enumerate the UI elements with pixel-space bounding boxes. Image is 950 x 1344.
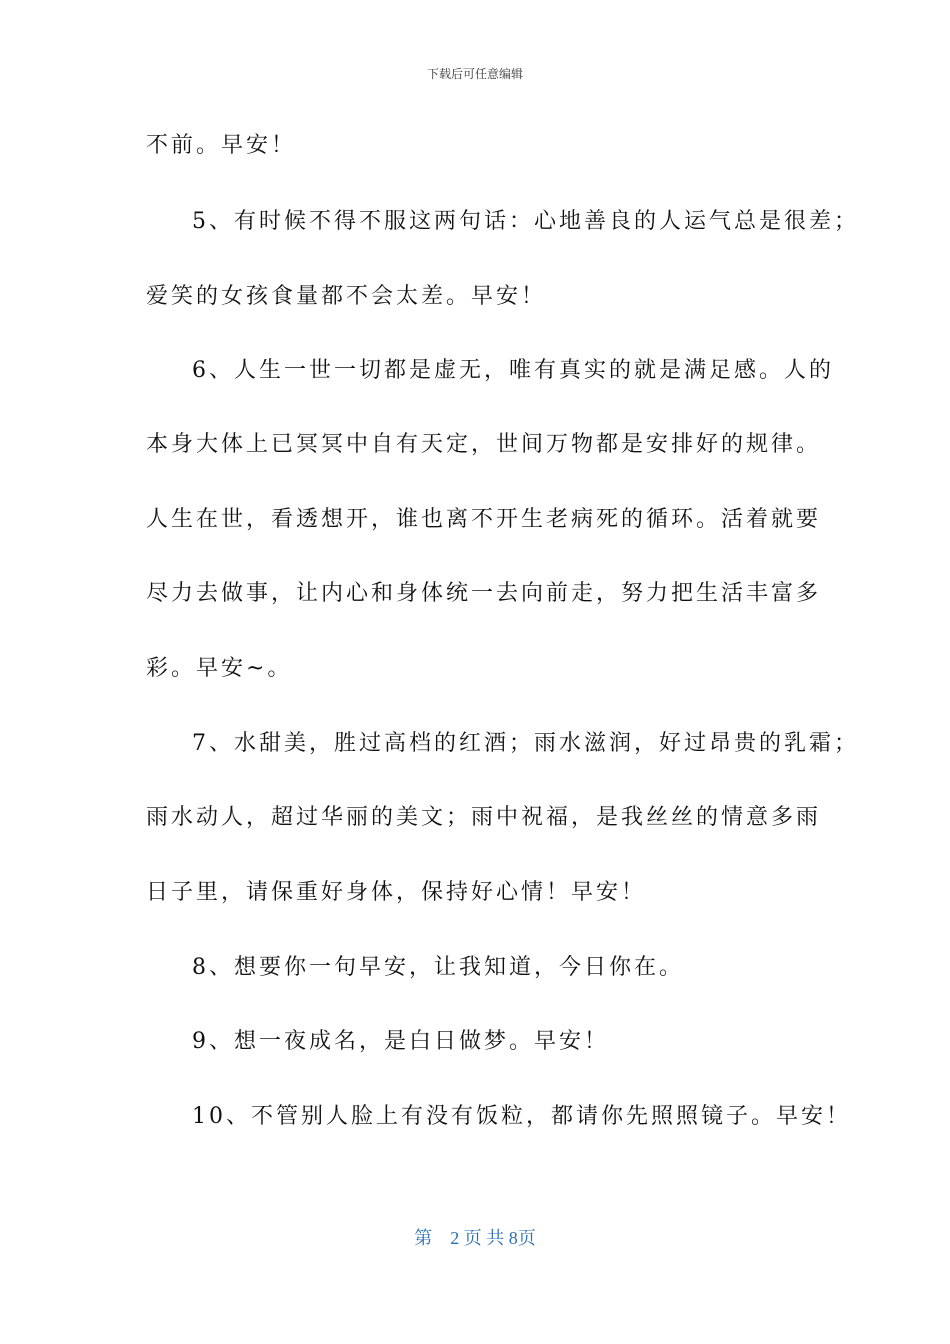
text-line: 不前。早安！ [146, 133, 297, 158]
text-line: 9、想一夜成名，是白日做梦。早安！ [192, 1029, 609, 1054]
text-line: 6、人生一世一切都是虚无，唯有真实的就是满足感。人的 [192, 358, 834, 383]
text-line: 爱笑的女孩食量都不会太差。早安！ [146, 284, 547, 309]
text-line: 7、水甜美，胜过高档的红酒；雨水滋润，好过昂贵的乳霜； [192, 731, 859, 756]
text-line: 本身大体上已冥冥中自有天定，世间万物都是安排好的规律。 [146, 432, 822, 457]
text-line: 10、不管别人脸上有没有饭粒，都请你先照照镜子。早安！ [192, 1104, 851, 1129]
text-line: 5、有时候不得不服这两句话：心地善良的人运气总是很差； [192, 209, 859, 234]
text-line: 人生在世，看透想开，谁也离不开生老病死的循环。活着就要 [146, 507, 822, 532]
page-header: 下载后可任意编辑 [426, 67, 523, 81]
page-number-footer: 第 2 页 共 8页 [414, 1228, 536, 1248]
text-line: 彩。早安~。 [146, 656, 293, 681]
text-line: 8、想要你一句早安，让我知道，今日你在。 [192, 955, 684, 980]
text-line: 尽力去做事，让内心和身体统一去向前走，努力把生活丰富多 [146, 581, 822, 606]
text-line: 雨水动人，超过华丽的美文；雨中祝福，是我丝丝的情意多雨 [146, 805, 822, 830]
text-line: 日子里，请保重好身体，保持好心情！早安！ [146, 880, 647, 905]
